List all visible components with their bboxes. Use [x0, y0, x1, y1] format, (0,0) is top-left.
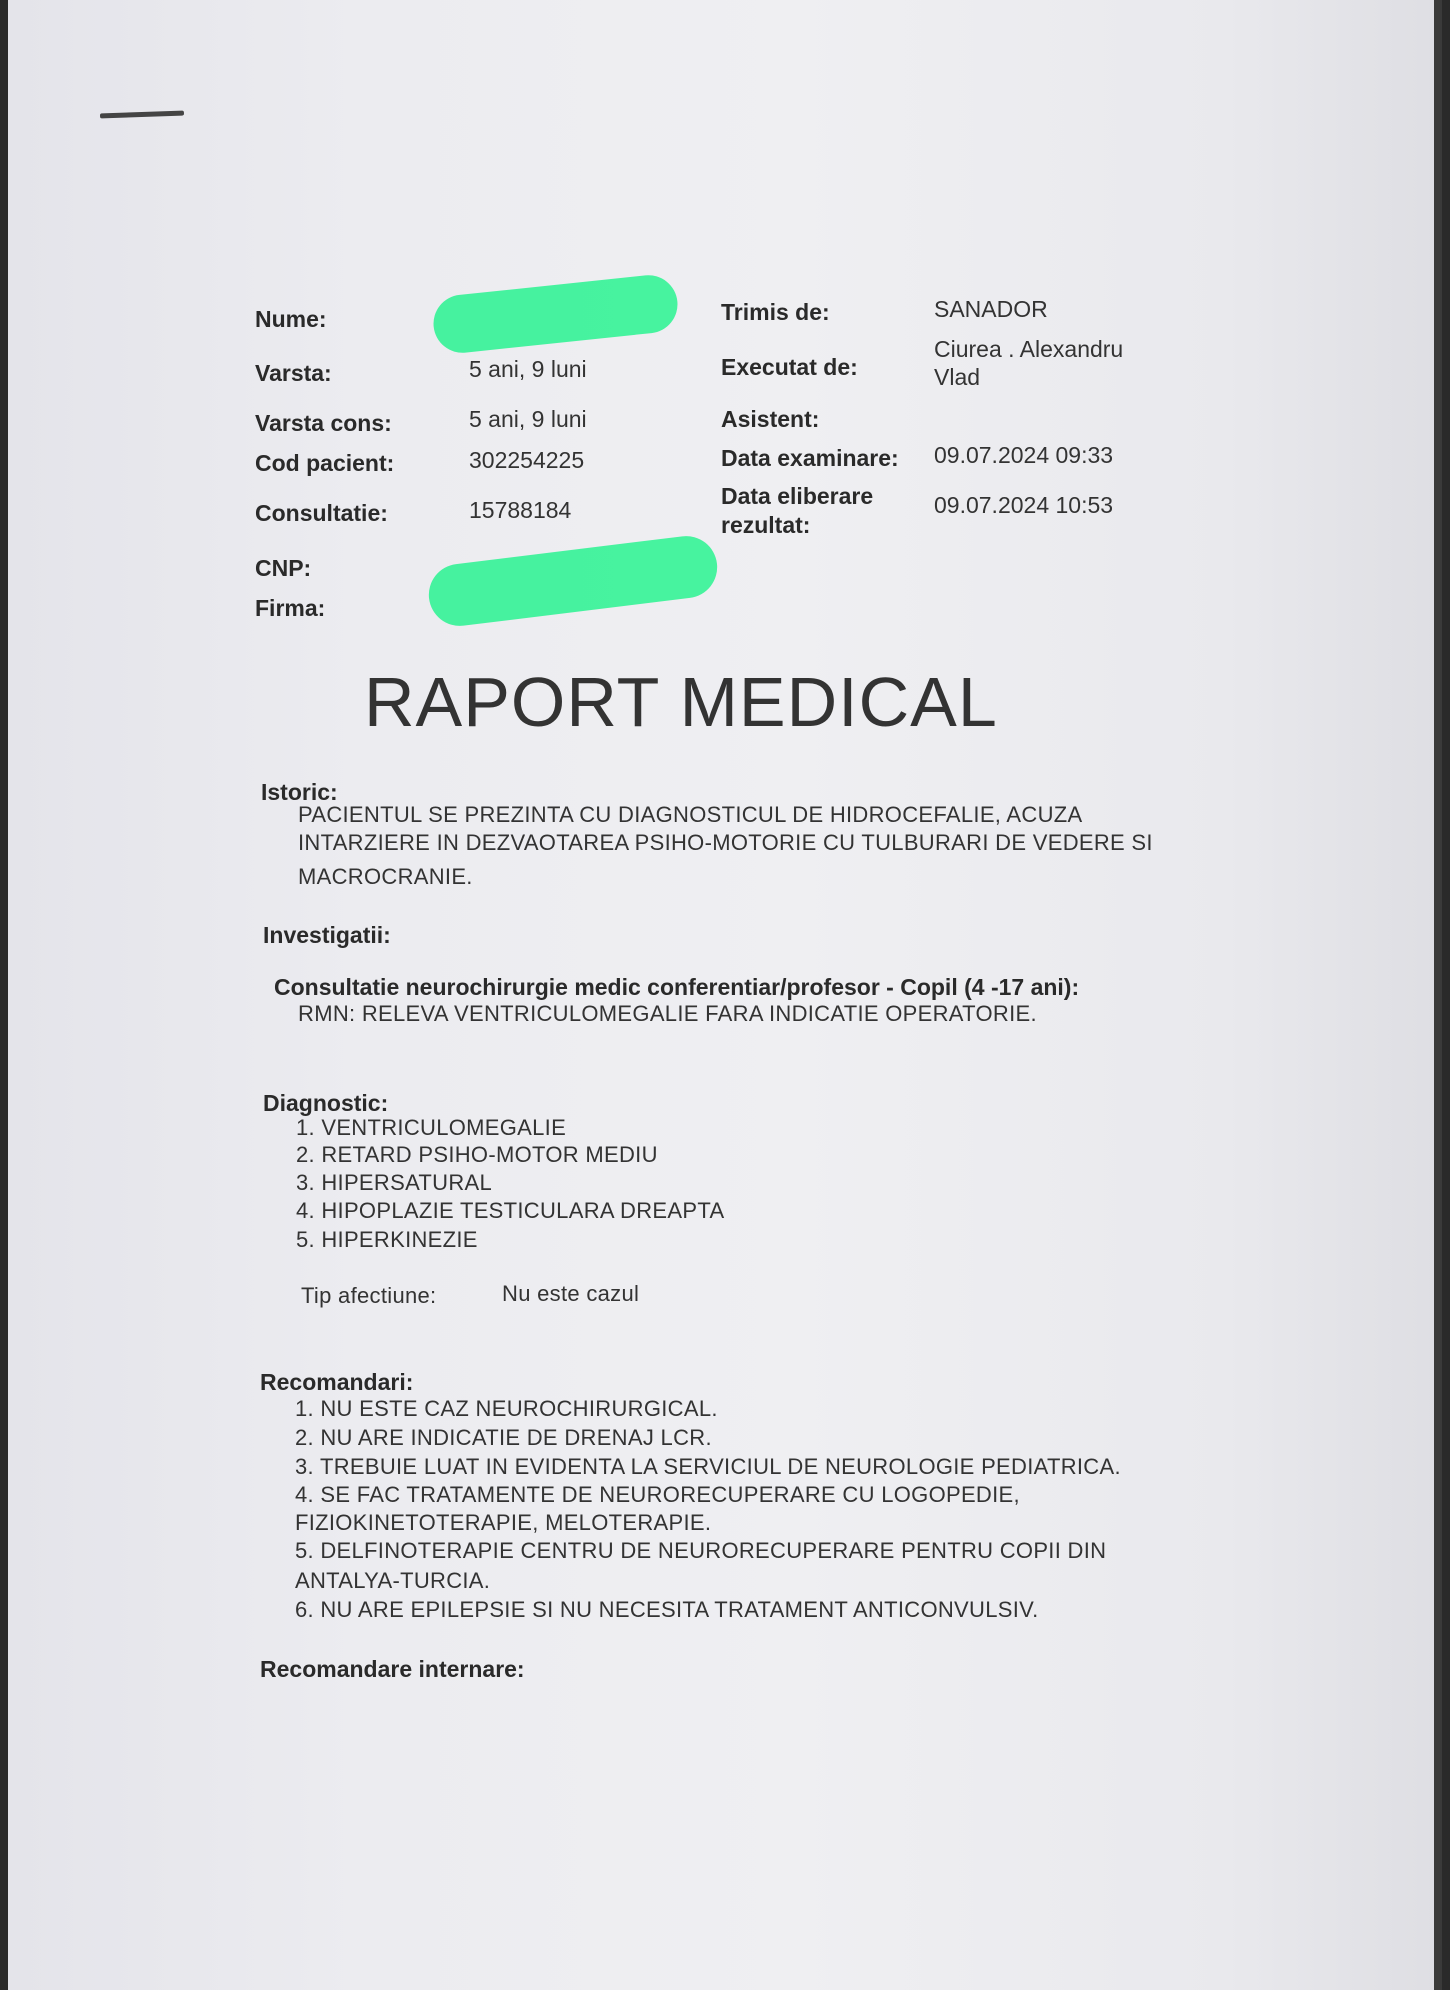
value-data-examinare: 09.07.2024 09:33	[934, 442, 1114, 468]
value-executat-de-line1: Ciurea . Alexandru	[934, 336, 1124, 362]
label-firma: Firma:	[255, 595, 326, 621]
recomandare-line: FIZIOKINETOTERAPIE, MELOTERAPIE.	[295, 1510, 712, 1535]
section-recomandare-internare-heading: Recomandare internare:	[260, 1656, 525, 1682]
recomandare-line: ANTALYA-TURCIA.	[295, 1568, 491, 1593]
label-asistent: Asistent:	[721, 406, 820, 432]
istoric-line: MACROCRANIE.	[298, 864, 473, 889]
label-trimis-de: Trimis de:	[721, 299, 830, 325]
pen-mark	[100, 111, 184, 119]
diagnostic-item: 3. HIPERSATURAL	[296, 1170, 493, 1195]
diagnostic-item: 5. HIPERKINEZIE	[296, 1227, 478, 1252]
istoric-line: INTARZIERE IN DEZVAOTAREA PSIHO-MOTORIE CU TULBURARI DE VEDERE SI	[298, 830, 1153, 855]
label-data-examinare: Data examinare:	[721, 445, 899, 471]
label-cod-pacient: Cod pacient:	[255, 450, 395, 476]
value-executat-de-line2: Vlad	[934, 364, 981, 390]
value-trimis-de: SANADOR	[934, 296, 1048, 322]
diagnostic-item: 1. VENTRICULOMEGALIE	[296, 1115, 567, 1140]
label-consultatie: Consultatie:	[255, 500, 388, 526]
label-cnp: CNP:	[255, 555, 312, 581]
value-varsta: 5 ani, 9 luni	[469, 356, 587, 382]
recomandare-line: 1. NU ESTE CAZ NEUROCHIRURGICAL.	[295, 1396, 718, 1421]
istoric-line: PACIENTUL SE PREZINTA CU DIAGNOSTICUL DE HIDROCEFALIE, ACUZA	[298, 802, 1083, 827]
recomandare-line: 3. TREBUIE LUAT IN EVIDENTA LA SERVICIUL DE NEUROLOGIE PEDIATRICA.	[295, 1454, 1121, 1479]
label-executat-de: Executat de:	[721, 354, 858, 380]
investigatii-line: RMN: RELEVA VENTRICULOMEGALIE FARA INDICATIE OPERATORIE.	[298, 1001, 1037, 1026]
label-varsta-cons: Varsta cons:	[255, 410, 392, 436]
section-istoric-heading: Istoric:	[261, 779, 338, 805]
value-cod-pacient: 302254225	[469, 447, 585, 473]
label-data-eliberare-line2: rezultat:	[721, 512, 811, 538]
section-investigatii-heading: Investigatii:	[263, 922, 391, 948]
document-title: RAPORT MEDICAL	[364, 663, 998, 741]
recomandare-line: 2. NU ARE INDICATIE DE DRENAJ LCR.	[295, 1425, 712, 1450]
recomandare-line: 5. DELFINOTERAPIE CENTRU DE NEURORECUPERARE PENTRU COPII DIN	[295, 1538, 1107, 1563]
label-varsta: Varsta:	[255, 360, 332, 386]
section-recomandari-heading: Recomandari:	[260, 1369, 414, 1395]
redaction-mark-name	[431, 272, 681, 355]
page-edge-shadow	[1434, 0, 1442, 1990]
recomandare-line: 4. SE FAC TRATAMENTE DE NEURORECUPERARE CU LOGOPEDIE,	[295, 1482, 1020, 1507]
document-sheet	[8, 0, 1442, 1990]
tip-afectiune-label: Tip afectiune:	[301, 1283, 437, 1308]
label-data-eliberare-line1: Data eliberare	[721, 483, 874, 509]
tip-afectiune-value: Nu este cazul	[502, 1281, 640, 1306]
value-consultatie: 15788184	[469, 497, 572, 523]
investigatii-subheading: Consultatie neurochirurgie medic conferentiar/profesor - Copil (4 -17 ani):	[274, 974, 1080, 1000]
value-data-eliberare: 09.07.2024 10:53	[934, 492, 1114, 518]
label-nume: Nume:	[255, 306, 327, 332]
diagnostic-item: 4. HIPOPLAZIE TESTICULARA DREAPTA	[296, 1198, 725, 1223]
redaction-mark-cnp	[425, 533, 720, 630]
recomandare-line: 6. NU ARE EPILEPSIE SI NU NECESITA TRATAMENT ANTICONVULSIV.	[295, 1597, 1039, 1622]
diagnostic-item: 2. RETARD PSIHO-MOTOR MEDIU	[296, 1142, 658, 1167]
section-diagnostic-heading: Diagnostic:	[263, 1090, 389, 1116]
value-varsta-cons: 5 ani, 9 luni	[469, 406, 587, 432]
